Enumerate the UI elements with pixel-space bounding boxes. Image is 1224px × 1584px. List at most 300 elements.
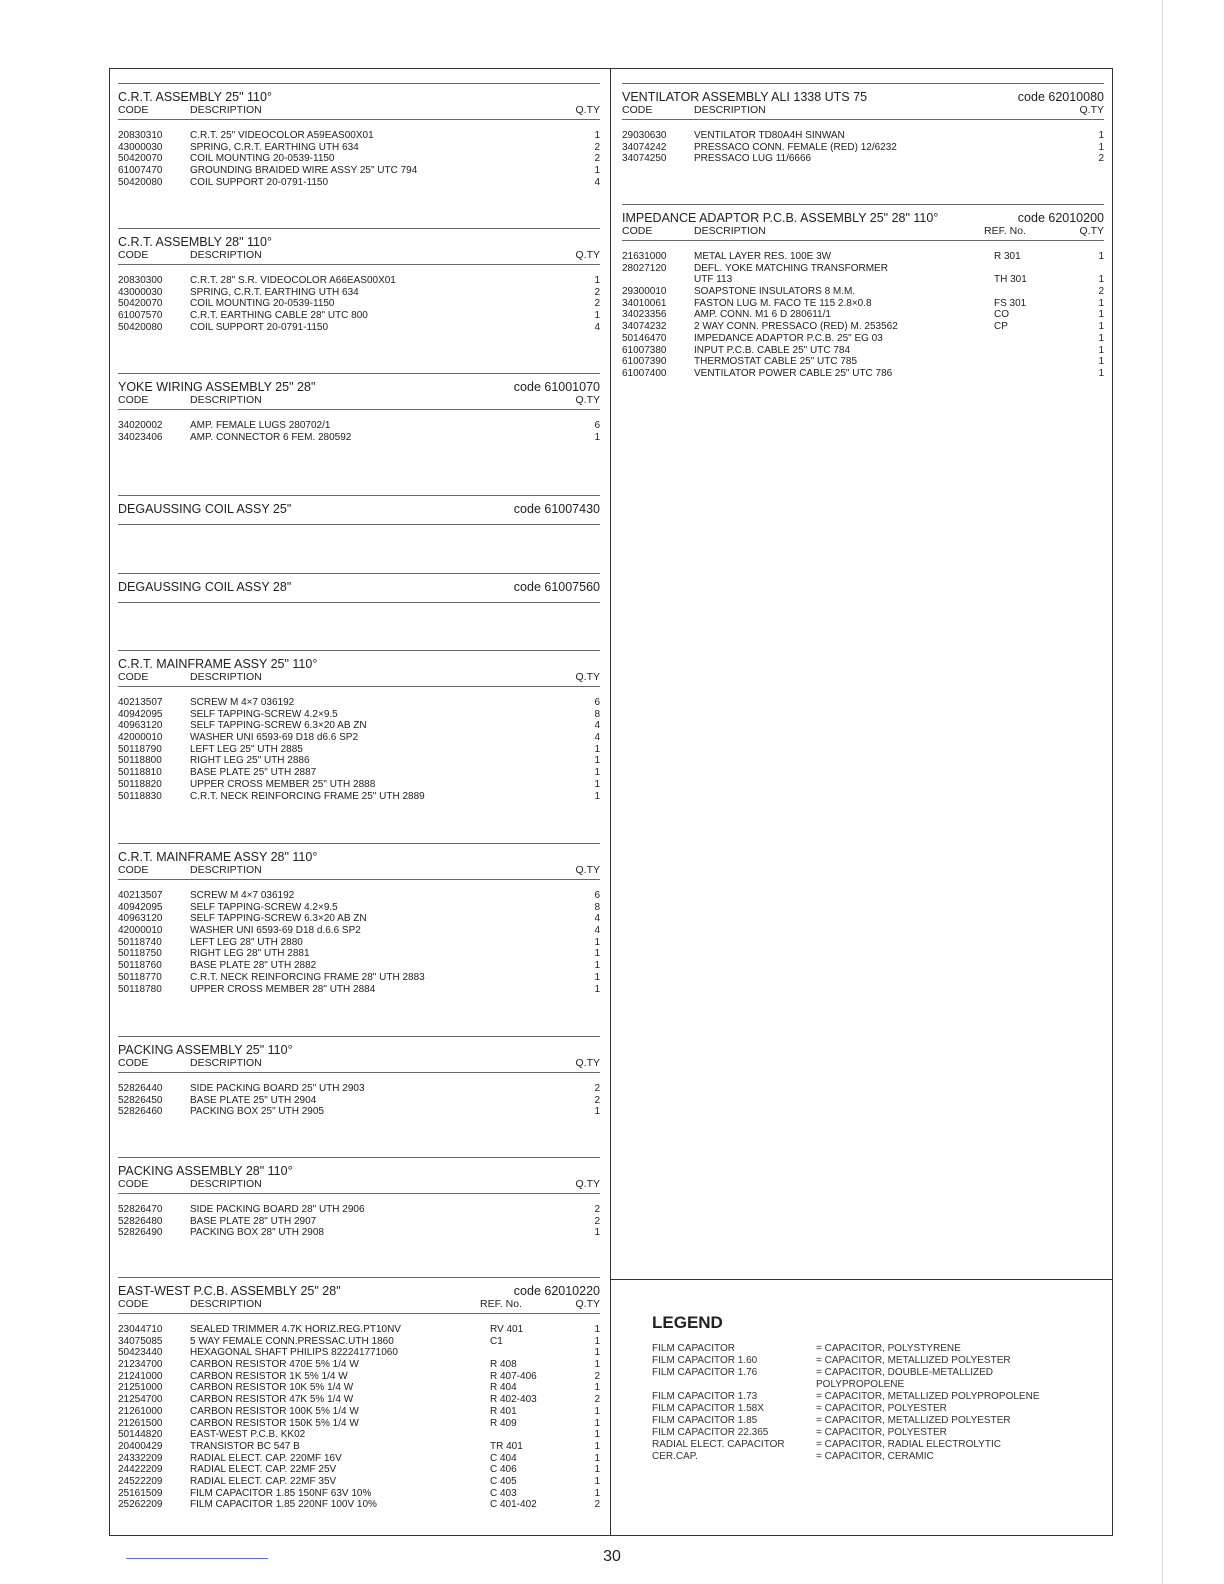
part-ref — [994, 263, 1074, 275]
section-top-rule — [622, 204, 1104, 205]
part-row — [118, 937, 600, 949]
part-description: PACKING BOX 28" UTH 2908 — [190, 1227, 324, 1239]
part-row — [118, 1406, 600, 1418]
part-qty: 1 — [594, 1440, 600, 1452]
legend-term: RADIAL ELECT. CAPACITOR — [652, 1439, 785, 1450]
part-row — [118, 697, 600, 709]
part-qty: 1 — [594, 165, 600, 177]
part-qty: 1 — [594, 948, 600, 960]
part-qty: 2 — [594, 1499, 600, 1511]
legend-item — [652, 1391, 1102, 1403]
section-top-rule — [118, 650, 600, 651]
part-row — [118, 779, 600, 791]
parts-section — [622, 204, 1104, 380]
part-code — [622, 274, 694, 286]
part-code: 24522209 — [118, 1475, 163, 1487]
part-code: 40942095 — [118, 901, 163, 913]
part-row — [622, 251, 1104, 263]
part-row — [118, 984, 600, 996]
part-code: 21631000 — [622, 251, 667, 262]
part-description: RADIAL ELECT. CAP. 22MF 35V — [190, 1475, 337, 1487]
part-qty: 1 — [1098, 130, 1104, 141]
part-ref — [994, 286, 1074, 298]
part-description: RIGHT LEG 28" UTH 2881 — [190, 948, 310, 960]
part-row — [118, 1394, 600, 1406]
part-row — [118, 275, 600, 287]
part-qty: 1 — [1098, 356, 1104, 368]
part-code: 52826460 — [118, 1106, 163, 1118]
part-description: AMP. CONN. M1 6 D 280611/1 — [694, 309, 831, 321]
header-code: CODE — [118, 864, 149, 876]
part-code: 23044710 — [118, 1324, 163, 1335]
part-qty: 1 — [594, 1429, 600, 1441]
part-row — [622, 333, 1104, 345]
part-code: 34010061 — [622, 297, 667, 309]
part-description: VENTILATOR POWER CABLE 25" UTC 786 — [694, 367, 893, 379]
part-description: SELF TAPPING-SCREW 4.2×9.5 — [190, 901, 338, 913]
part-description: VENTILATOR TD80A4H SINWAN — [694, 130, 845, 141]
part-code: 50420080 — [118, 321, 163, 333]
part-ref: C 404 — [490, 1452, 517, 1464]
part-row — [622, 142, 1104, 154]
part-code: 24332209 — [118, 1452, 163, 1464]
header-description: DESCRIPTION — [190, 249, 262, 261]
part-code: 61007390 — [622, 356, 667, 368]
part-ref: C1 — [490, 1335, 503, 1347]
part-rows — [118, 130, 600, 188]
header-rule — [118, 1313, 600, 1314]
part-qty: 2 — [594, 1083, 600, 1094]
part-code: 40213507 — [118, 697, 163, 708]
part-code: 21241000 — [118, 1370, 163, 1382]
header-rule — [118, 409, 600, 410]
part-code: 61007380 — [622, 344, 667, 356]
part-row — [118, 791, 600, 803]
column-header-row — [118, 1298, 600, 1311]
section-title-row — [622, 211, 1104, 225]
header-description: DESCRIPTION — [190, 104, 262, 116]
part-description: 2 WAY CONN. PRESSACO (RED) M. 253562 — [694, 321, 898, 333]
part-description: SPRING, C.R.T. EARTHING UTH 634 — [190, 286, 359, 298]
part-description: DEFL. YOKE MATCHING TRANSFORMER — [694, 262, 888, 274]
legend-item — [652, 1427, 1102, 1439]
part-code: 52826470 — [118, 1204, 163, 1215]
column-header-row — [622, 104, 1104, 117]
part-description: C.R.T. 25" VIDEOCOLOR A59EAS00X01 — [190, 130, 374, 141]
part-row — [118, 177, 600, 189]
part-row — [118, 960, 600, 972]
section-code: code 62010080 — [1017, 90, 1104, 104]
part-row — [622, 153, 1104, 165]
header-code: CODE — [118, 671, 149, 683]
part-qty: 1 — [594, 983, 600, 995]
part-row — [118, 1476, 600, 1488]
part-code: 50146470 — [622, 332, 667, 344]
part-row — [118, 1464, 600, 1476]
header-qty: Q.TY — [575, 1298, 600, 1310]
part-code: 21251000 — [118, 1382, 163, 1394]
part-code: 50118790 — [118, 743, 162, 755]
part-code: 21254700 — [118, 1394, 163, 1406]
part-qty: 1 — [1098, 367, 1104, 379]
section-bottom-rule — [118, 524, 600, 525]
part-code: 29030630 — [622, 130, 667, 141]
part-description: BASE PLATE 28" UTH 2882 — [190, 960, 317, 972]
part-qty: 1 — [594, 778, 600, 790]
section-title-row — [118, 380, 600, 394]
part-qty — [1074, 263, 1104, 275]
part-code: 25262209 — [118, 1499, 163, 1511]
column-header-row — [118, 249, 600, 262]
part-description: UTF 113 — [694, 274, 733, 286]
part-qty: 2 — [594, 298, 600, 310]
part-description: C.R.T. EARTHING CABLE 28" UTC 800 — [190, 310, 368, 322]
part-code: 40963120 — [118, 720, 163, 732]
part-code: 50118740 — [118, 936, 162, 948]
part-row — [622, 274, 1104, 286]
header-ref: REF. No. — [480, 1298, 523, 1310]
section-code: code 62010200 — [1017, 211, 1104, 225]
part-description: FASTON LUG M. FACO TE 115 2.8×0.8 — [694, 297, 872, 309]
header-rule — [622, 240, 1104, 241]
legend-item — [652, 1451, 1102, 1463]
part-row — [118, 153, 600, 165]
part-code: 34074232 — [622, 321, 667, 333]
legend-definition: = CAPACITOR, METALLIZED POLYESTER — [816, 1415, 1011, 1426]
part-qty: 4 — [594, 321, 600, 333]
part-ref: RV 401 — [490, 1324, 524, 1335]
part-ref: CO — [994, 309, 1009, 321]
part-description: LEFT LEG 28" UTH 2880 — [190, 936, 303, 948]
parts-section — [118, 650, 600, 802]
part-description: PRESSACO CONN. FEMALE (RED) 12/6232 — [694, 141, 897, 153]
section-title: DEGAUSSING COIL ASSY 25" — [118, 502, 292, 516]
section-title-row — [118, 502, 600, 516]
part-code: 52826490 — [118, 1227, 163, 1239]
part-row — [118, 1336, 600, 1348]
legend-definition: POLYPROPOLENE — [816, 1379, 905, 1390]
part-qty: 1 — [1098, 344, 1104, 356]
part-ref: C 405 — [490, 1475, 517, 1487]
section-top-rule — [118, 843, 600, 844]
part-qty: 1 — [594, 431, 600, 443]
part-row — [118, 1347, 600, 1359]
part-description: WASHER UNI 6593-69 D18 d6.6 SP2 — [190, 732, 359, 744]
header-qty: Q.TY — [575, 1057, 600, 1069]
part-rows — [118, 420, 600, 443]
part-code: 43000030 — [118, 286, 163, 298]
part-row — [118, 432, 600, 444]
part-code: 34020002 — [118, 420, 163, 431]
part-description: SIDE PACKING BOARD 28" UTH 2906 — [190, 1204, 365, 1215]
part-qty: 2 — [594, 1204, 600, 1215]
part-qty: 1 — [594, 310, 600, 322]
part-row — [622, 130, 1104, 142]
part-ref: TH 301 — [994, 274, 1027, 286]
part-qty: 2 — [594, 153, 600, 165]
part-description: AMP. FEMALE LUGS 280702/1 — [190, 420, 331, 431]
section-top-rule — [118, 1277, 600, 1278]
part-description: SELF TAPPING-SCREW 6.3×20 AB ZN — [190, 913, 367, 925]
legend-definition: = CAPACITOR, POLYESTER — [816, 1427, 947, 1438]
part-description: SELF TAPPING-SCREW 4.2×9.5 — [190, 708, 338, 720]
part-description: C.R.T. NECK REINFORCING FRAME 25" UTH 2889 — [190, 790, 425, 802]
part-code: 61007470 — [118, 165, 163, 177]
part-description: SCREW M 4×7 036192 — [190, 697, 295, 708]
part-ref — [490, 1429, 570, 1441]
part-row — [118, 890, 600, 902]
part-row — [118, 322, 600, 334]
legend-list — [652, 1343, 1102, 1463]
header-description: DESCRIPTION — [190, 1298, 262, 1310]
column-header-row — [118, 864, 600, 877]
part-row — [622, 263, 1104, 275]
part-qty: 6 — [594, 890, 600, 901]
part-description: CARBON RESISTOR 100K 5% 1/4 W — [190, 1405, 359, 1417]
part-ref: C 406 — [490, 1464, 517, 1476]
part-code: 28027120 — [622, 262, 667, 274]
part-qty: 1 — [594, 1227, 600, 1239]
part-ref: R 407-406 — [490, 1370, 537, 1382]
part-code: 24422209 — [118, 1464, 163, 1476]
header-description: DESCRIPTION — [694, 104, 766, 116]
part-qty: 1 — [1098, 141, 1104, 153]
section-title-row — [118, 850, 600, 864]
part-qty: 1 — [1098, 332, 1104, 344]
section-title: YOKE WIRING ASSEMBLY 25" 28" — [118, 380, 316, 394]
part-description: THERMOSTAT CABLE 25" UTC 785 — [694, 356, 858, 368]
header-rule — [118, 264, 600, 265]
parts-section — [118, 495, 600, 525]
section-code: code 61001070 — [513, 380, 600, 394]
part-description: FILM CAPACITOR 1.85 150NF 63V 10% — [190, 1487, 372, 1499]
part-row — [118, 925, 600, 937]
part-description: BASE PLATE 25" UTH 2904 — [190, 1094, 317, 1106]
part-description: C.R.T. NECK REINFORCING FRAME 28" UTH 2883 — [190, 971, 425, 983]
part-code: 34074250 — [622, 153, 667, 165]
part-description: UPPER CROSS MEMBER 25" UTH 2888 — [190, 778, 376, 790]
part-qty: 2 — [594, 1394, 600, 1406]
part-code: 20830310 — [118, 130, 163, 141]
part-code: 52826480 — [118, 1215, 163, 1227]
parts-section — [118, 843, 600, 995]
part-row — [118, 1106, 600, 1118]
section-title: C.R.T. MAINFRAME ASSY 25" 110° — [118, 657, 318, 671]
part-qty: 4 — [594, 732, 600, 744]
part-description: METAL LAYER RES. 100E 3W — [694, 251, 832, 262]
legend-definition: = CAPACITOR, POLYSTYRENE — [816, 1343, 961, 1354]
part-description: COIL SUPPORT 20-0791-1150 — [190, 321, 329, 333]
legend-item — [652, 1415, 1102, 1427]
part-ref: R 408 — [490, 1359, 517, 1371]
part-ref: R 402-403 — [490, 1394, 537, 1406]
header-code: CODE — [118, 104, 149, 116]
part-qty: 1 — [594, 1359, 600, 1371]
part-qty: 4 — [594, 925, 600, 937]
section-title-row — [118, 657, 600, 671]
section-top-rule — [118, 1157, 600, 1158]
part-row — [118, 165, 600, 177]
header-description: DESCRIPTION — [190, 394, 262, 406]
part-description: SIDE PACKING BOARD 25" UTH 2903 — [190, 1083, 365, 1094]
part-qty: 1 — [594, 130, 600, 141]
part-code: 50118780 — [118, 983, 162, 995]
part-rows — [118, 697, 600, 802]
header-description: DESCRIPTION — [190, 864, 262, 876]
part-description: PRESSACO LUG 11/6666 — [694, 153, 812, 165]
header-description: DESCRIPTION — [190, 671, 262, 683]
legend-term: FILM CAPACITOR 1.58X — [652, 1403, 764, 1414]
section-top-rule — [118, 495, 600, 496]
section-top-rule — [118, 573, 600, 574]
part-row — [118, 287, 600, 299]
part-qty: 2 — [594, 1094, 600, 1106]
part-ref — [994, 345, 1074, 357]
part-code: 34023356 — [622, 309, 667, 321]
header-code: CODE — [118, 1057, 149, 1069]
header-qty: Q.TY — [1079, 104, 1104, 116]
header-rule — [622, 119, 1104, 120]
part-qty: 2 — [594, 1370, 600, 1382]
section-bottom-rule — [118, 602, 600, 603]
header-rule — [118, 686, 600, 687]
part-description: BASE PLATE 25" UTH 2887 — [190, 767, 317, 779]
legend-item — [652, 1367, 1102, 1379]
section-title-row — [118, 580, 600, 594]
legend-definition: = CAPACITOR, RADIAL ELECTROLYTIC — [816, 1439, 1001, 1450]
part-description: EAST-WEST P.C.B. KK02 — [190, 1429, 306, 1441]
part-row — [118, 744, 600, 756]
part-qty: 1 — [1098, 274, 1104, 286]
part-description: CARBON RESISTOR 10K 5% 1/4 W — [190, 1382, 354, 1394]
header-code: CODE — [622, 104, 653, 116]
part-row — [622, 298, 1104, 310]
part-qty: 1 — [1098, 309, 1104, 321]
part-qty: 1 — [594, 1452, 600, 1464]
part-description: WASHER UNI 6593-69 D18 d.6.6 SP2 — [190, 925, 361, 937]
part-qty: 1 — [594, 1464, 600, 1476]
section-title-row — [118, 235, 600, 249]
part-code: 50420070 — [118, 298, 163, 310]
part-description: BASE PLATE 28" UTH 2907 — [190, 1215, 317, 1227]
part-ref: R 301 — [994, 251, 1021, 262]
part-ref: TR 401 — [490, 1440, 523, 1452]
parts-section — [118, 1157, 600, 1239]
part-rows — [622, 130, 1104, 165]
header-description: DESCRIPTION — [190, 1178, 262, 1190]
part-qty: 2 — [1098, 286, 1104, 298]
part-description: LEFT LEG 25" UTH 2885 — [190, 743, 303, 755]
section-title: IMPEDANCE ADAPTOR P.C.B. ASSEMBLY 25" 28" 110° — [622, 211, 939, 225]
part-code: 50423440 — [118, 1347, 163, 1359]
part-row — [118, 720, 600, 732]
legend-definition: = CAPACITOR, POLYESTER — [816, 1403, 947, 1414]
part-ref — [994, 333, 1074, 345]
part-qty: 2 — [594, 141, 600, 153]
part-code: 50118810 — [118, 767, 162, 779]
part-code: 20830300 — [118, 275, 163, 286]
part-description: INPUT P.C.B. CABLE 25" UTC 784 — [694, 344, 851, 356]
legend-definition: = CAPACITOR, METALLIZED POLYESTER — [816, 1355, 1011, 1366]
parts-section — [118, 83, 600, 188]
header-rule — [118, 879, 600, 880]
part-qty: 4 — [594, 913, 600, 925]
part-code: 50144820 — [118, 1429, 163, 1441]
part-row — [118, 913, 600, 925]
part-description: RADIAL ELECT. CAP. 22MF 25V — [190, 1464, 337, 1476]
header-rule — [118, 1072, 600, 1073]
section-title-row — [622, 90, 1104, 104]
part-row — [118, 948, 600, 960]
part-row — [118, 1382, 600, 1394]
part-row — [118, 972, 600, 984]
part-row — [118, 902, 600, 914]
part-ref: R 404 — [490, 1382, 517, 1394]
part-qty: 1 — [1098, 321, 1104, 333]
part-description: C.R.T. 28" S.R. VIDEOCOLOR A66EAS00X01 — [190, 275, 396, 286]
part-row — [118, 1488, 600, 1500]
legend-term: FILM CAPACITOR 1.60 — [652, 1355, 758, 1366]
part-qty: 1 — [1098, 251, 1104, 262]
part-code: 50420070 — [118, 153, 163, 165]
header-qty: Q.TY — [575, 1178, 600, 1190]
part-qty: 1 — [594, 275, 600, 286]
part-code: 50118820 — [118, 778, 162, 790]
part-description: PACKING BOX 25" UTH 2905 — [190, 1106, 324, 1118]
part-qty: 4 — [594, 720, 600, 732]
part-qty: 1 — [594, 1487, 600, 1499]
parts-section — [118, 1277, 600, 1511]
section-top-rule — [118, 373, 600, 374]
legend-item — [652, 1403, 1102, 1415]
page-edge — [1162, 0, 1163, 1584]
section-title-row — [118, 90, 600, 104]
part-row — [118, 709, 600, 721]
legend-item — [652, 1439, 1102, 1451]
part-ref: C 403 — [490, 1487, 517, 1499]
part-code: 50420080 — [118, 176, 163, 188]
part-row — [118, 1359, 600, 1371]
part-qty: 1 — [594, 1335, 600, 1347]
legend-item — [652, 1379, 1102, 1391]
part-row — [118, 1453, 600, 1465]
part-description: TRANSISTOR BC 547 B — [190, 1440, 300, 1452]
legend — [652, 1313, 1102, 1463]
section-title: C.R.T. ASSEMBLY 25" 110° — [118, 90, 272, 104]
part-code: 21234700 — [118, 1359, 163, 1371]
header-code: CODE — [118, 249, 149, 261]
part-qty: 1 — [594, 1324, 600, 1335]
part-description: FILM CAPACITOR 1.85 220NF 100V 10% — [190, 1499, 377, 1511]
parts-section — [118, 1036, 600, 1118]
part-description: AMP. CONNECTOR 6 FEM. 280592 — [190, 431, 352, 443]
part-description: IMPEDANCE ADAPTOR P.C.B. 25" EG 03 — [694, 332, 883, 344]
legend-term: CER.CAP. — [652, 1451, 698, 1462]
part-code: 42000010 — [118, 925, 163, 937]
part-code: 34074242 — [622, 141, 667, 153]
part-row — [118, 1418, 600, 1430]
part-qty: 4 — [594, 176, 600, 188]
part-description: CARBON RESISTOR 470E 5% 1/4 W — [190, 1359, 359, 1371]
part-qty: 2 — [1098, 153, 1104, 165]
part-qty: 6 — [594, 697, 600, 708]
legend-term: FILM CAPACITOR 22.365 — [652, 1427, 769, 1438]
part-description: HEXAGONAL SHAFT PHILIPS 822241771060 — [190, 1347, 398, 1359]
parts-section — [118, 373, 600, 443]
part-row — [118, 310, 600, 322]
part-row — [118, 1095, 600, 1107]
section-top-rule — [118, 1036, 600, 1037]
